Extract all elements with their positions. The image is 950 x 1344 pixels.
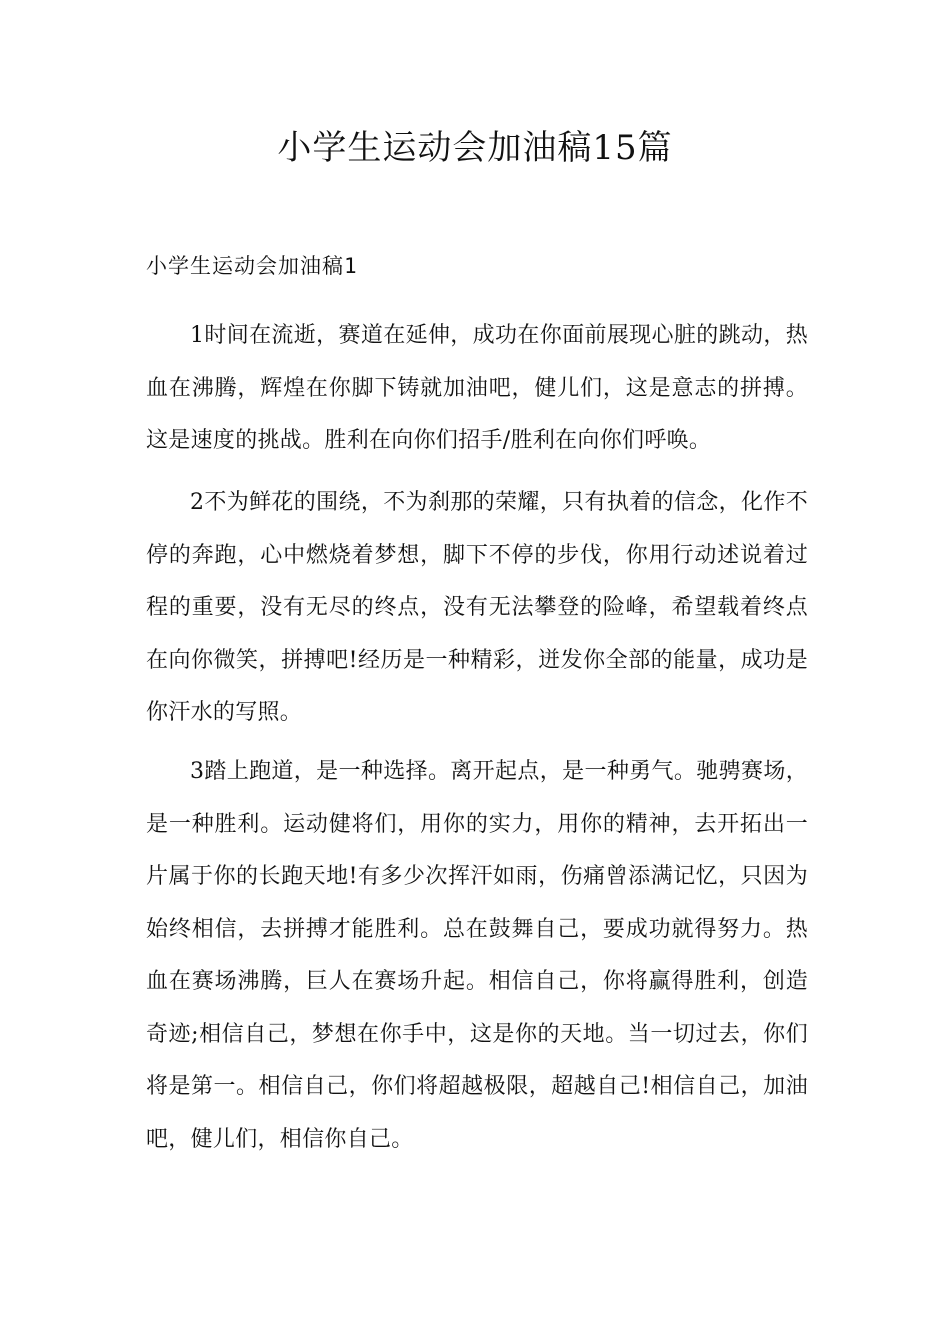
section-heading: 小学生运动会加油稿1 <box>146 254 358 278</box>
paragraph-1: 1时间在流逝，赛道在延伸，成功在你面前展现心脏的跳动，热血在沸腾，辉煌在你脚下铸就加油吧，健儿们，这是意志的拼搏。这是速度的挑战。胜利在向你们招手/胜利在向你们呼唤。 <box>146 323 808 453</box>
paragraph-3: 3踏上跑道，是一种选择。离开起点，是一种勇气。驰骋赛场，是一种胜利。运动健将们，用你的实力，用你的精神，去开拓出一片属于你的长跑天地!有多少次挥汗如雨，伤痛曾添满记忆，只因为始终相信，去拼搏才能胜利。总在鼓舞自己，要成功就得努力。热血在赛场沸腾，巨人在赛场升起。相信自己，你将赢得胜利，创造奇迹;相信自己，梦想在你手中，这是你的天地。当一切过去，你们将是第一。相信自己，你们将超越极限，超越自己!相信自己，加油吧，健儿们，相信你自己。 <box>146 759 808 1152</box>
paragraph-2: 2不为鲜花的围绕，不为刹那的荣耀，只有执着的信念，化作不停的奔跑，心中燃烧着梦想，脚下不停的步伐，你用行动述说着过程的重要，没有无尽的终点，没有无法攀登的险峰，希望载着终点在向你微笑，拼搏吧!经历是一种精彩，迸发你全部的能量，成功是你汗水的写照。 <box>146 490 808 725</box>
document-title: 小学生运动会加油稿15篇 <box>277 128 673 168</box>
